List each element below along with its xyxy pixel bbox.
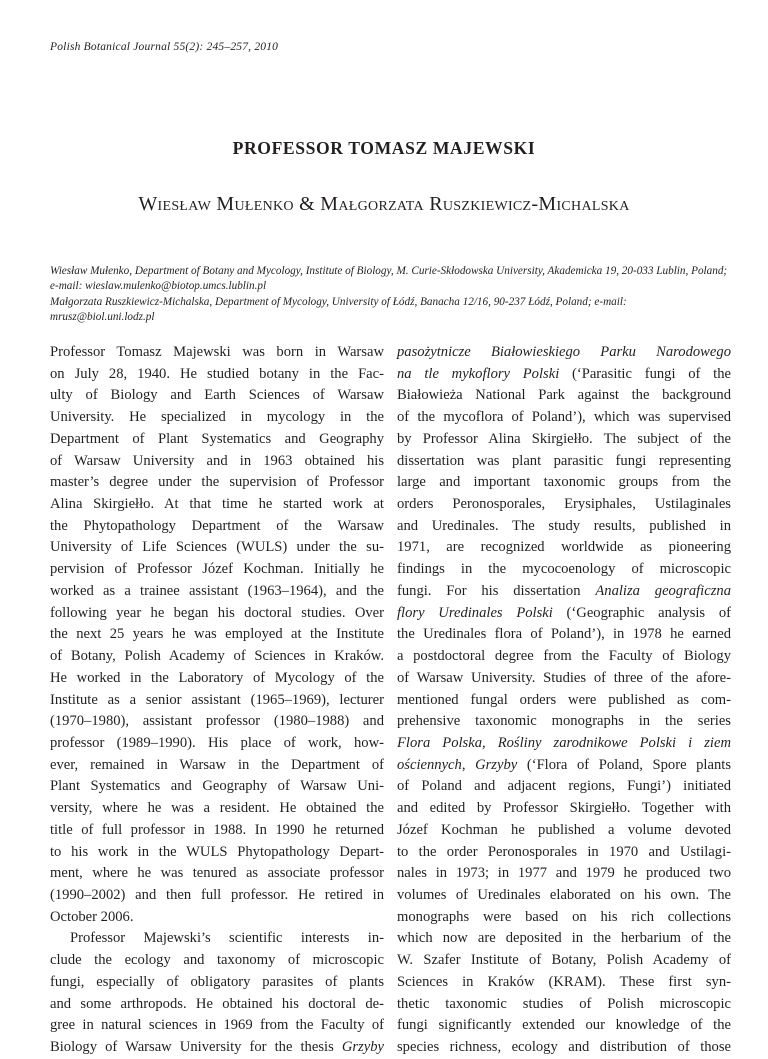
text-line: Plant Systematics and Geography of Warsaw Uni-: [50, 778, 384, 795]
text-line: W. Szafer Institute of Botany, Polish Academy of: [397, 952, 731, 969]
journal-citation: Polish Botanical Journal 55(2): 245–257, 2010: [50, 41, 279, 53]
text-line: and some arthropods. He obtained his doctoral de-: [50, 995, 384, 1012]
text-line: clude the ecology and taxonomy of microscopic: [50, 952, 384, 969]
text-line: versity, where he was a resident. He obtained the: [50, 800, 384, 817]
text-line: the next 25 years he was employed at the Institute: [50, 626, 384, 643]
text-line: October 2006.: [50, 908, 134, 925]
text-line: species richness, ecology and distribution of those: [397, 1039, 731, 1055]
text-line: Białowieża National Park against the background: [397, 387, 731, 404]
affiliations: [50, 264, 730, 325]
text-line: of Warsaw University. Studies of three of the afore-: [397, 669, 731, 686]
text-line: Professor Majewski’s scientific interests in-: [70, 930, 384, 947]
affiliation-mulenko: Wiesław Mułenko, Department of Botany and Mycology, Institute of Biology, M. Curie-Skłodowska University, Akademicka 19, 20-033 Lublin, Poland; e-mail: wieslaw.mulenko@biotop.umcs.lublin.pl: [50, 265, 728, 293]
text-line: University of Life Sciences (WULS) under the su-: [50, 539, 384, 556]
text-line: Department of Plant Systematics and Geography: [50, 430, 384, 447]
italic-text: Analiza geograficzna: [595, 582, 731, 599]
text-line: worked as a trainee assistant (1963–1964), and the: [50, 582, 384, 599]
text-line: and edited by Professor Skirgiełło. Together with: [397, 800, 731, 817]
text-line: of Botany, Polish Academy of Sciences in Kraków.: [50, 648, 384, 665]
text-line: [397, 581, 731, 603]
text-line: mentioned fungal orders were published as com-: [397, 691, 731, 708]
text-line: on July 28, 1940. He studied botany in the Fac-: [50, 365, 384, 382]
paragraph-1: [50, 342, 384, 928]
text-segment: (‘Parasitic fungi of the: [559, 365, 731, 382]
text-segment: Biology of Warsaw University for the thesis: [50, 1039, 342, 1055]
text-line: by Professor Alina Skirgiełło. The subject of the: [397, 430, 731, 447]
text-line: and Uredinales. The study results, published in: [397, 517, 731, 534]
text-line: [50, 1037, 384, 1059]
text-line: thetic taxonomic studies of Polish microscopic: [397, 995, 731, 1012]
text-line: fungi, especially of obligatory parasites of plants: [50, 973, 384, 990]
body-column-right: [397, 342, 731, 1059]
text-line: monographs were based on his rich collections: [397, 908, 731, 925]
text-line: University. He specialized in mycology in the: [50, 409, 384, 426]
text-line: professor (1989–1990). His place of work, how-: [50, 734, 384, 751]
italic-text: pasożytnicze Białowieskiego Parku Narodowego: [397, 344, 731, 360]
text-line: Institute as a senior assistant (1965–1969), lecturer: [50, 691, 384, 708]
italic-text: flory Uredinales Polski: [397, 604, 553, 621]
affiliation-ruszkiewicz: Małgorzata Ruszkiewicz-Michalska, Department of Mycology, University of Łódź, Banacha 12/16, 90-237 Łódź, Poland; e-mail: mrusz@biol.uni.lodz.pl: [50, 295, 627, 323]
text-line: nales in 1973; in 1977 and 1979 he produced two: [397, 865, 731, 882]
text-line: Sciences in Kraków (KRAM). These first syn-: [397, 973, 731, 990]
text-line: gree in natural sciences in 1969 from the Faculty of: [50, 1017, 384, 1034]
text-line: ment, where he was tenured as associate professor: [50, 865, 384, 882]
text-line: following year he began his doctoral studies. Over: [50, 604, 384, 621]
text-line: title of full professor in 1988. In 1990 he returned: [50, 821, 384, 838]
text-line: orders Peronosporales, Erysiphales, Ustilaginales: [397, 496, 731, 513]
text-line: a postdoctoral degree from the Faculty of Biology: [397, 648, 731, 665]
text-line: [397, 603, 731, 625]
text-line: Professor Tomasz Majewski was born in Warsaw: [50, 344, 384, 360]
text-line: of the mycoflora of Poland’), which was supervised: [397, 409, 731, 426]
text-line: ulty of Biology and Earth Sciences of Warsaw: [50, 387, 384, 404]
text-line: Józef Kochman he published a volume devoted: [397, 821, 731, 838]
text-line: of Warsaw University and in 1963 obtained his: [50, 452, 384, 469]
text-line: (1990–2002) and then full professor. He retired in: [50, 886, 384, 903]
authors-line: Wiesław Mułenko & Małgorzata Ruszkiewicz-Michalska: [138, 193, 630, 215]
text-line: [397, 342, 731, 364]
text-line: prehensive taxonomic monographs in the series: [397, 713, 731, 730]
text-line: master’s degree under the supervision of Professor: [50, 474, 384, 491]
text-line: ever, remained in Warsaw in the Department of: [50, 756, 384, 773]
italic-text: ościennych: [397, 756, 462, 773]
text-line: 1971, are recognized worldwide as pioneering: [397, 539, 731, 556]
text-segment: (‘Geographic analysis of: [552, 604, 731, 621]
text-line: which now are deposited in the herbarium of the: [397, 930, 731, 947]
text-segment: fungi. For his dissertation: [397, 582, 596, 599]
text-line: of Poland and adjacent regions, Fungi’) initiated: [397, 778, 731, 795]
text-line: the Uredinales flora of Poland’), in 1978 he earned: [397, 626, 731, 643]
text-segment: ,: [461, 756, 476, 773]
text-line: (1970–1980), assistant professor (1980–1988) and: [50, 713, 384, 730]
text-line: large and important taxonomic groups from the: [397, 474, 731, 491]
text-line: the Phytopathology Department of the Warsaw: [50, 517, 384, 534]
text-line: findings in the mycocoenology of microscopic: [397, 561, 731, 578]
italic-text: na tle mykoflory Polski: [397, 365, 560, 382]
text-line: fungi significantly extended our knowledge of the: [397, 1017, 731, 1034]
italic-text: Flora Polska, Rośliny zarodnikowe Polski i ziem: [397, 734, 731, 751]
text-segment: (‘Flora of Poland, Spore plants: [517, 756, 731, 773]
text-line: [397, 364, 731, 386]
text-line: to the order Peronosporales in 1970 and Ustilagi-: [397, 843, 731, 860]
body-column-left: [50, 342, 384, 1059]
text-line: [397, 733, 731, 755]
italic-text: Grzyby: [475, 756, 518, 773]
text-line: Alina Skirgiełło. At that time he started work at: [50, 496, 384, 513]
article-title: PROFESSOR TOMASZ MAJEWSKI: [232, 138, 536, 158]
text-line: volumes of Uredinales elaborated on his own. The: [397, 886, 731, 903]
text-line: dissertation was plant parasitic fungi representing: [397, 452, 731, 469]
text-line: to his work in the WULS Phytopathology Depart-: [50, 843, 384, 860]
text-line: pervision of Professor Józef Kochman. Initially he: [50, 561, 384, 578]
text-line: He worked in the Laboratory of Mycology of the: [50, 669, 384, 686]
italic-text: Grzyby: [341, 1039, 384, 1055]
text-line: [397, 755, 731, 777]
